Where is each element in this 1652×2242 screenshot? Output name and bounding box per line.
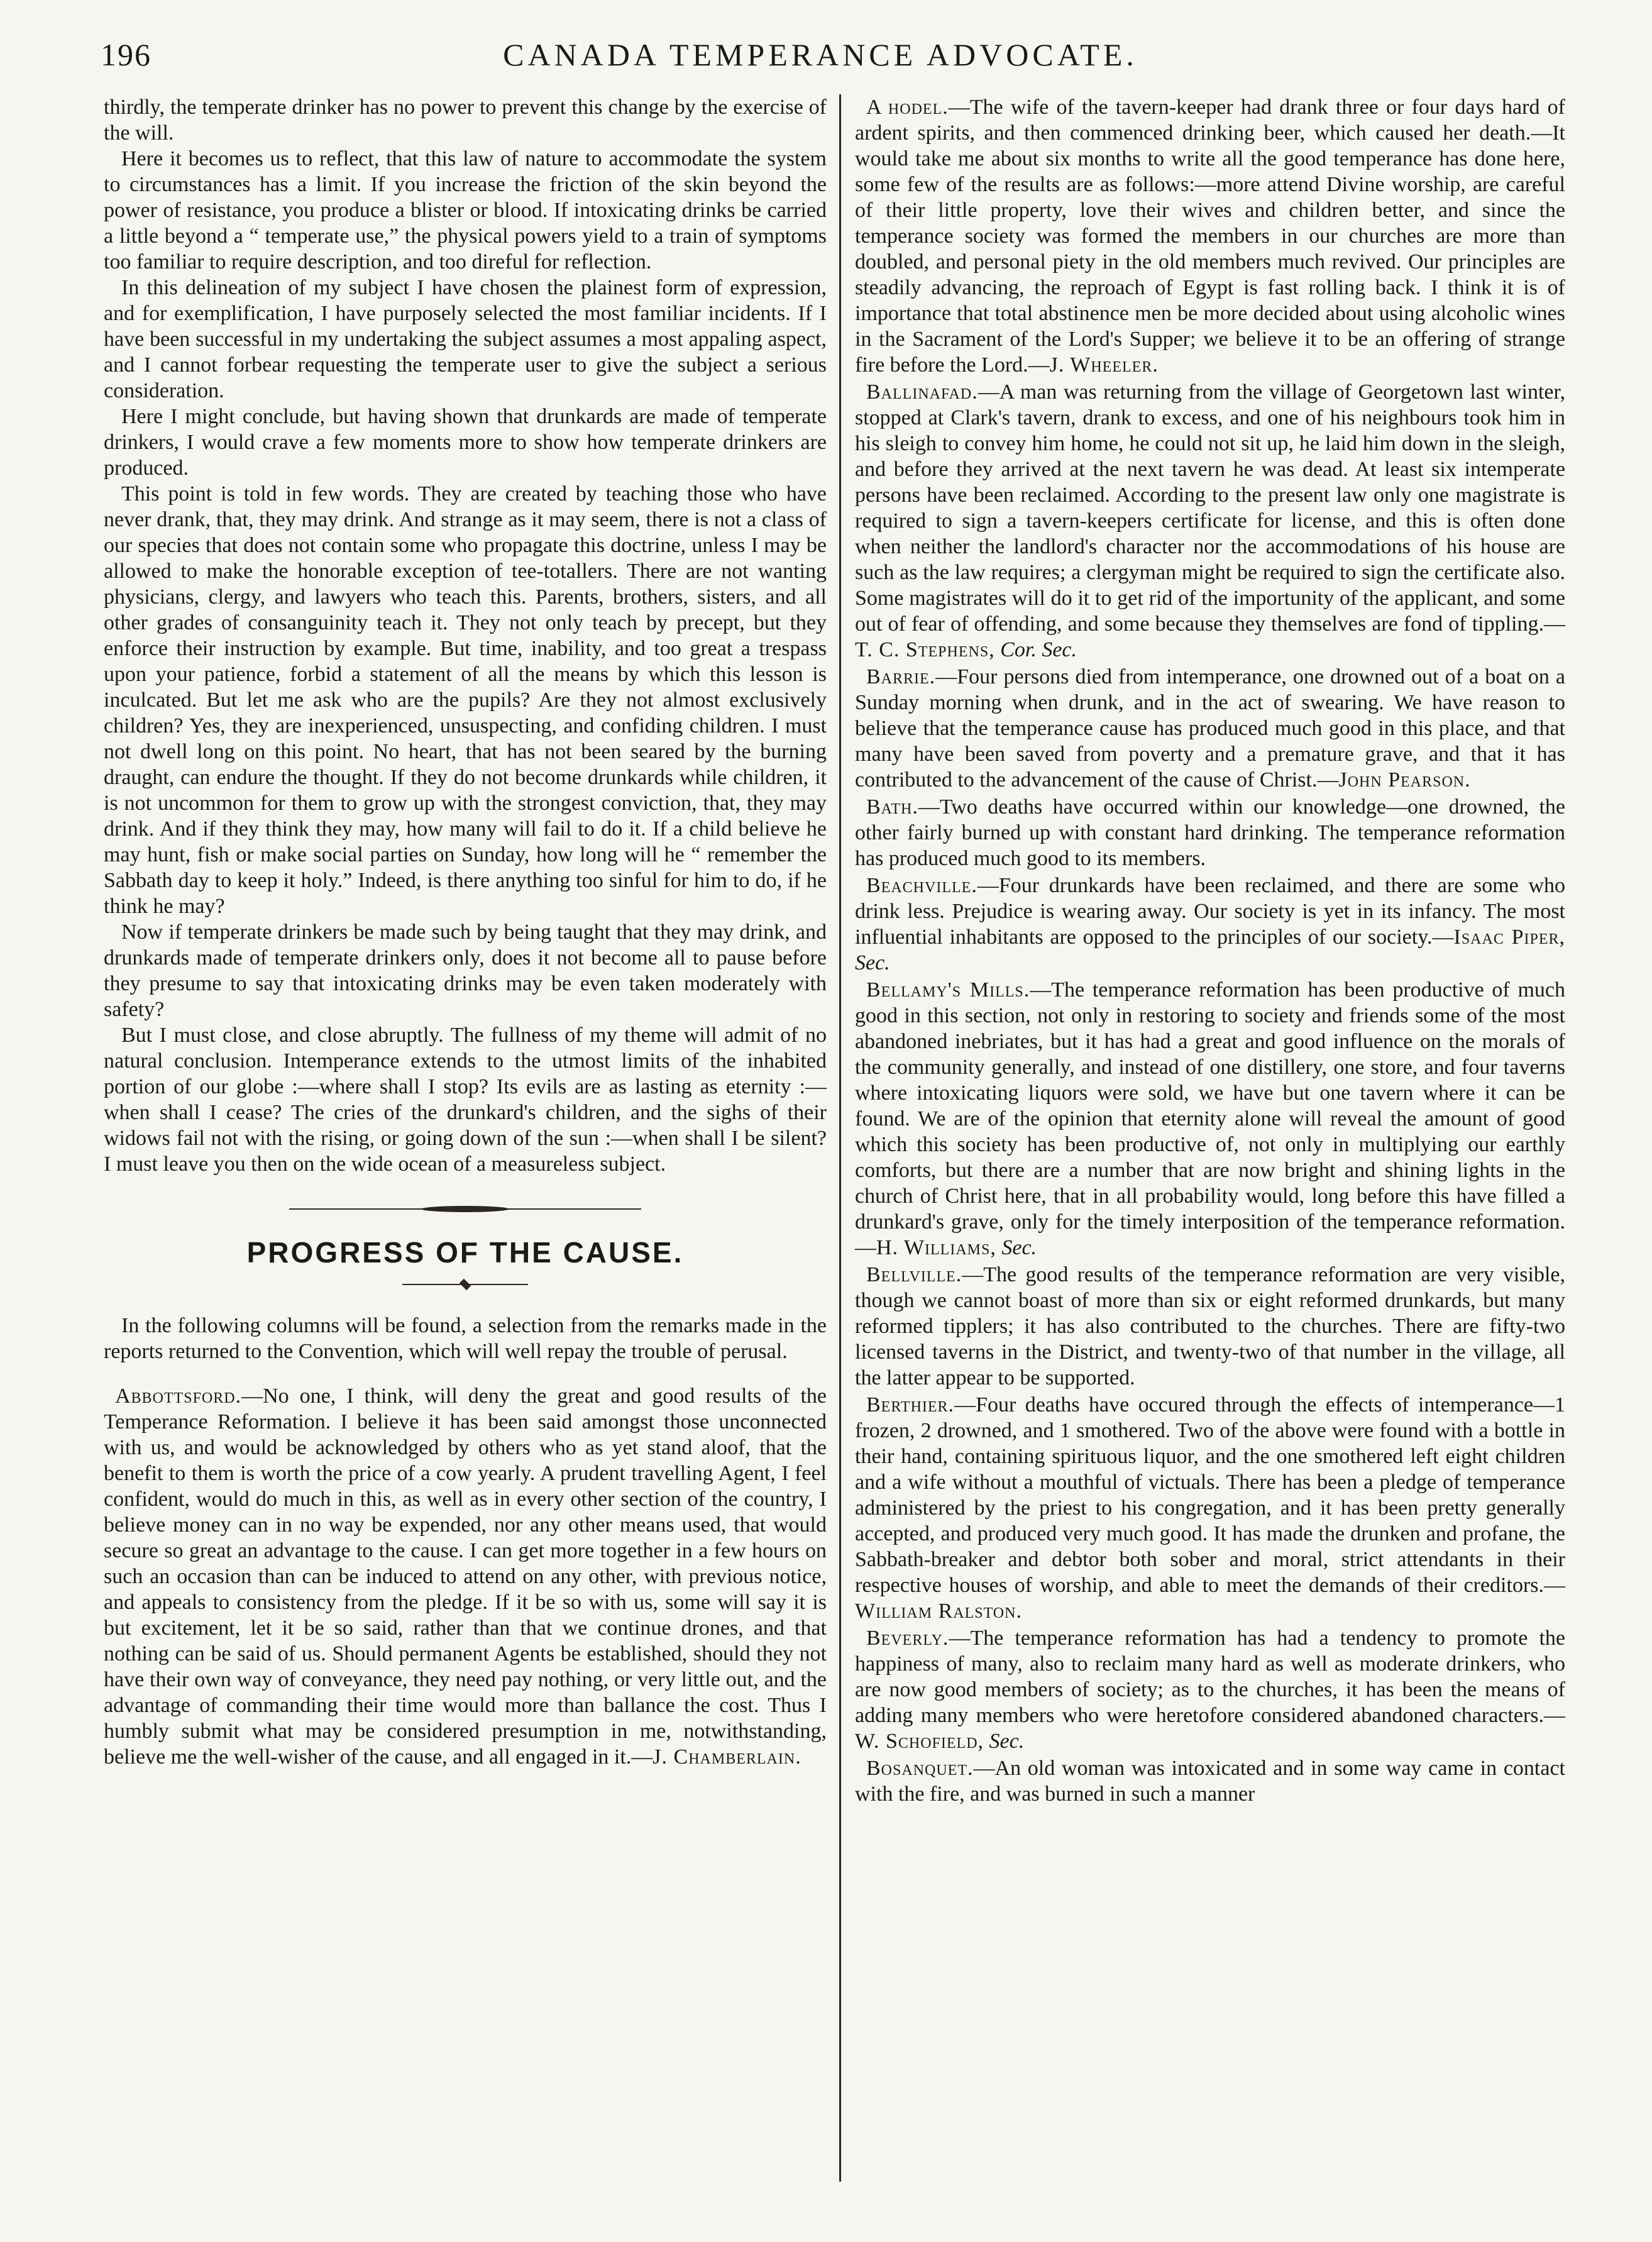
signature-role: Sec. (1001, 1236, 1037, 1259)
signature: T. C. Stephens, (855, 638, 995, 661)
paragraph: Now if temperate drinkers be made such by being taught that they may drink, and drunkards made of temperate drinkers only, does it not become all to pause before they presume to say that intoxicating drinks may be even taken moderately with safety? (104, 920, 827, 1021)
report-entry (855, 873, 1565, 976)
page-number: 196 (101, 37, 151, 72)
paragraph: thirdly, the temperate drinker has no power to prevent this change by the exercise of the will. (104, 96, 827, 145)
place-name: Berthier. (866, 1393, 955, 1416)
report-entry (855, 794, 1565, 871)
paragraph: In this delineation of my subject I have chosen the plainest form of expression, and for exemplification, I have purposely selected the most familiar incidents. If I have been successful in my undertaking the subject assumes a most appaling aspect, and I cannot forbear requesting the temperate user to give the subject a serious consideration. (104, 276, 827, 402)
section-title: PROGRESS OF THE CAUSE. (246, 1236, 684, 1269)
signature: H. Williams, (876, 1236, 996, 1259)
report-entry (855, 977, 1565, 1261)
report-text: —Two deaths have occurred within our knowledge—one drowned, the other fairly burned up with constant hard drinking. The temperance reformation has produced much good to its members. (855, 795, 1565, 870)
column-divider (839, 94, 841, 2182)
report-text: —A man was returning from the village of Georgetown last winter, stopped at Clark's tavern, drank to excess, and one of his neighbours took him in his sleigh to convey him home, he could not sit up, he laid him down in the sleigh, and before they arrived at the next tavern he was dead. At least six intemperate persons have been reclaimed. According to the present law only one magistrate is required to sign a tavern-keepers certificate for license, and this is often done when neither the landlord's character nor the accommodations of his house are such as the law requires; a clergyman might be required to sign the certificate also. Some magistrates will do it to get rid of the importunity of the applicant, and some out of fear of offending, and some because they themselves are fond of tippling.— (855, 380, 1565, 636)
report-text: —Four persons died from intemperance, one drowned out of a boat on a Sunday morning when drunk, and in the act of swearing. We have reason to believe that the temperance cause has produced much good in this place, and that many have been saved from poverty and a premature grave, and that it has contributed to the advancement of the cause of Christ.— (855, 665, 1565, 792)
place-name: hodel. (888, 96, 949, 119)
report-entry (855, 94, 1565, 378)
report-entry (855, 379, 1565, 663)
report-text: —No one, I think, will deny the great and good results of the Temperance Reformation. I believe it has been said amongst those unconnected with us, and would be acknowledged by others who as yet stand aloof, that the benefit to them is worth the price of a cow yearly. A prudent travelling Agent, I feel confident, would do much in this, as well as in every other section of the country, I believe money can in no way be expended, nor any other means used, that would secure so great an advantage to the cause. I can get more together in a few hours on such an occasion than can be induced to attend on any other, with previous notice, and appeals to consistency from the pledge. If it be so with us, some will say it is but excitement, let it be so said, rather than that we continue drones, and that nothing can be said of us. Should permanent Agents be established, should they not have their own way of conveyance, they need pay nothing, or very little out, and the advantage of commanding their time would more than ballance the cost. Thus I humbly submit what may be considered presumption in me, notwithstanding, believe me the well-wisher of the cause, and all engaged in it.— (104, 1384, 827, 1769)
signature: John Pearson. (1338, 768, 1471, 792)
report-entry (855, 1755, 1565, 1807)
signature-role: Sec. (989, 1730, 1025, 1753)
paragraph: Here it becomes us to reflect, that this law of nature to accommodate the system to circumstances has a limit. If you increase the friction of the skin beyond the power of resistance, you produce a blister or blood. If intoxicating drinks be carried a little beyond a “ temperate use,” the physical powers yield to a train of symptoms too familiar to require description, and too direful for reflection. (104, 147, 827, 273)
place-name: Abbottsford. (115, 1384, 242, 1408)
report-entry (104, 1383, 827, 1770)
paragraph: Here I might conclude, but having shown that drunkards are made of temperate drinkers, I would crave a few moments more to show how temperate drinkers are produced. (104, 405, 827, 480)
signature: William Ralston. (855, 1599, 1022, 1623)
place-name: Ballinafad. (866, 380, 978, 404)
paragraph: But I must close, and close abruptly. The fullness of my theme will admit of no natural conclusion. Intemperance extends to the utmost limits of the inhabited portion of our globe :—where shall I stop? Its evils are as lasting as eternity :—when shall I cease? The cries of the drunkard's children, and the sighs of their widows fail not with the rising, or going down of the sun :—when shall I be silent? I must leave you then on the wide ocean of a measureless subject. (104, 1024, 827, 1176)
place-name-initial: A (866, 96, 881, 119)
report-text: —Four deaths have occured through the effects of intemperance—1 frozen, 2 drowned, and 1 smothered. Two of the above were found with a bottle in their hand, containing spirituous liquor, and the one smothered left eight children and a wife without a mouthful of victuals. There has been a pledge of temperance administered by the priest to his congregation, and it has been pretty generally accepted, and produced very much good. It has made the drunken and profane, the Sabbath-breaker and debtor both sober and moral, strict attendants in their respective houses of worship, and able to meet the demands of their creditors.— (855, 1393, 1565, 1597)
place-name: Bellamy's Mills. (866, 978, 1030, 1002)
signature-role: Cor. Sec. (1000, 638, 1077, 661)
report-text: —The wife of the tavern-keeper had drank three or four days hard of ardent spirits, and then commenced drinking beer, which caused her death.—It would take me about six months to write all the good temperance has done here, some few of the results are as follows:—more attend Divine worship, are careful of their little property, love their wives and children better, and since the temperance society was formed the members in our churches are more than doubled, and personal piety in the old members much revived. Our principles are steadily advancing, the reproach of Egypt is fast rolling back. I think it is of importance that total abstinence men be more decided about using alcoholic wines in the Sacrament of the Lord's Supper; we believe it to be an offering of strange fire before the Lord.— (855, 96, 1565, 377)
place-name: Bath. (866, 795, 918, 819)
section-intro: In the following columns will be found, a selection from the remarks made in the reports returned to the Convention, which will well repay the trouble of perusal. (104, 1314, 827, 1363)
ornamental-rule (289, 1205, 641, 1213)
page-header (101, 36, 1540, 80)
running-title: CANADA TEMPERANCE ADVOCATE. (503, 37, 1138, 72)
left-column (104, 94, 827, 1771)
signature-role: Sec. (855, 951, 890, 975)
report-text: —Four drunkards have been reclaimed, and there are some who drink less. Prejudice is wearing away. Our society is yet in its infancy. The most influential inhabitants are opposed to the principles of our society.— (855, 874, 1565, 949)
report-entry (855, 1625, 1565, 1754)
place-name: Bosanquet. (866, 1757, 974, 1780)
signature: J. Wheeler. (1049, 353, 1159, 377)
report-entry (855, 1262, 1565, 1391)
report-text: —The temperance reformation has had a tendency to promote the happiness of many, also to reclaim many hard as well as moderate drinkers, who are now good members of society; as to the churches, it has been the means of adding many members who were heretofore considered abandoned characters.— (855, 1626, 1565, 1727)
signature: Isaac Piper, (1453, 925, 1565, 949)
right-column (855, 94, 1565, 1808)
report-text: —The temperance reformation has been productive of much good in this section, not only in restoring to society and friends some of the most abandoned inebriates, but it has had a great and good influence on the morals of the community generally, and instead of one distillery, one store, and four taverns where intoxicating liquors were sold, we have but one tavern where it can be found. We are of the opinion that eternity alone will reveal the amount of good which this society has been productive of, not only in multiplying our earthly comforts, but there are a number that are now bright and shining lights in the church of Christ here, that in all probability would, long before this have filled a drunkard's grave, only for the timely interposition of the temperance reformation.— (855, 978, 1566, 1259)
ornamental-rule-small (402, 1281, 528, 1288)
place-name: Bellville. (866, 1263, 962, 1286)
report-text: —An old woman was intoxicated and in some way came in contact with the fire, and was burned in such a manner (855, 1757, 1565, 1806)
place-name: Barrie. (866, 665, 936, 688)
report-text: —The good results of the temperance reformation are very visible, though we cannot boast of more than six or eight reformed drunkards, but many reformed tipplers; it has also contributed to the churches. There are fifty-two licensed taverns in the District, and twenty-two of that number in the village, all the latter appear to be supported. (855, 1263, 1565, 1389)
place-name: Beverly. (866, 1626, 949, 1650)
report-entry (855, 1392, 1565, 1624)
signature: J. Chamberlain. (653, 1745, 801, 1769)
place-name: Beachville. (866, 874, 977, 897)
signature: W. Schofield, (855, 1730, 984, 1753)
paragraph: This point is told in few words. They are created by teaching those who have never drank, that, they may drink. And strange as it may seem, there is not a class of our species that does not contain some who propagate this doctrine, unless I may be allowed to make the honorable exception of tee-totallers. There are not wanting physicians, clergy, and lawyers who teach this. Parents, brothers, sisters, and all other grades of consanguinity teach it. They not only teach by precept, but they enforce their instruction by example. But time, inability, and too great a trespass upon your patience, forbid a statement of all the means by which this lesson is inculcated. But let me ask who are the pupils? Are they not almost exclusively children? Yes, they are inexperienced, unsuspecting, and confiding children. I must not dwell long on this point. No heart, that has not been seared by the burning draught, can endure the thought. If they do not become drunkards while children, it is not uncommon for them to grow up with the strongest conviction, that, they may drink. And if they think they may, how many will fail to do it. If a child believe he may hunt, fish or make social parties on Sunday, how long will he “ remember the Sabbath day to keep it holy.” Indeed, is there anything too sinful for him to do, if he think he may? (104, 482, 827, 918)
report-entry (855, 664, 1565, 793)
